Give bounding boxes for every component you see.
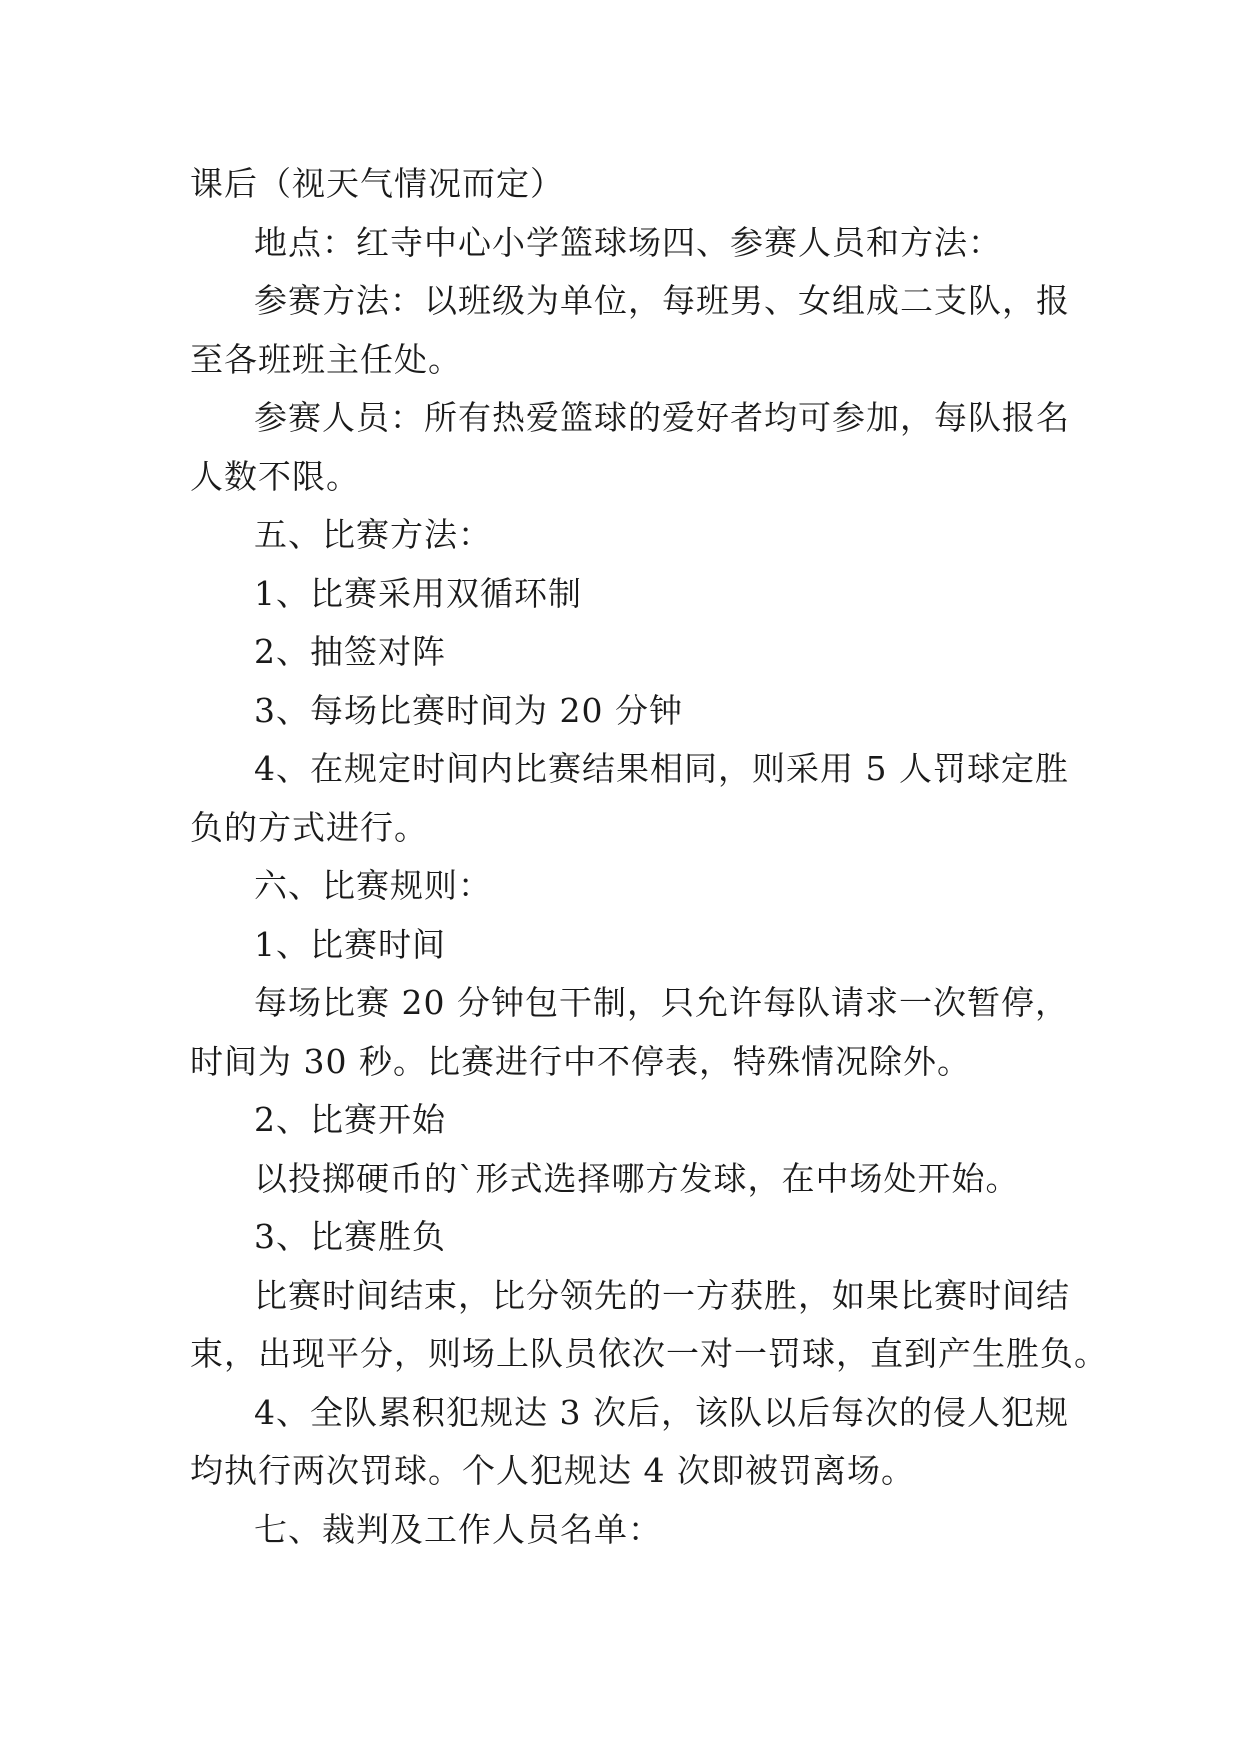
text-line: 束，出现平分，则场上队员依次一对一罚球，直到产生胜负。 [190,1334,1108,1373]
text-line: 每场比赛 20 分钟包干制，只允许每队请求一次暂停， [254,983,1069,1022]
list-item: 1、比赛采用双循环制 [254,573,582,613]
section-heading: 五、比赛方法： [254,515,492,554]
list-item: 3、比赛胜负 [254,1217,446,1256]
list-item: 2、抽签对阵 [254,632,446,671]
text-line: 地点：红寺中心小学篮球场四、参赛人员和方法： [254,222,1002,262]
list-item: 2、比赛开始 [254,1100,446,1139]
text-line: 时间为 30 秒。比赛进行中不停表，特殊情况除外。 [190,1041,971,1081]
text-line: 课后（视天气情况而定） [190,164,564,203]
text-line: 人数不限。 [190,456,360,496]
text-line: 参赛人员：所有热爱篮球的爱好者均可参加，每队报名 [254,398,1070,437]
text-line: 参赛方法：以班级为单位，每班男、女组成二支队，报 [254,281,1070,320]
list-item: 1、比赛时间 [254,924,446,964]
text-line: 负的方式进行。 [190,807,428,847]
text-line: 至各班班主任处。 [190,339,462,379]
text-line: 均执行两次罚球。个人犯规达 4 次即被罚离场。 [190,1451,915,1490]
document-page [190,155,1108,1559]
list-item: 3、每场比赛时间为 20 分钟 [254,690,683,730]
text-line: 以投掷硬币的`形式选择哪方发球，在中场处开始。 [254,1158,1020,1198]
list-item: 4、全队累积犯规达 3 次后，该队以后每次的侵人犯规 [254,1392,1069,1432]
text-line: 比赛时间结束，比分领先的一方获胜，如果比赛时间结 [254,1275,1070,1315]
section-heading: 六、比赛规则： [254,866,492,905]
section-heading: 七、裁判及工作人员名单： [254,1509,662,1549]
list-item: 4、在规定时间内比赛结果相同，则采用 5 人罚球定胜 [254,749,1069,788]
